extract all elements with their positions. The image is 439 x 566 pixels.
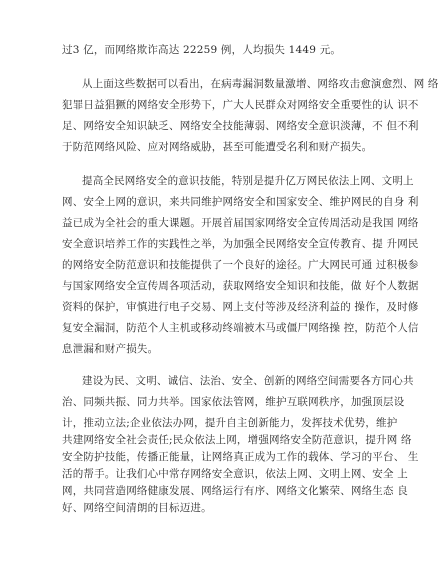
paragraph-line: 从上面这些数据可以看出，在病毒漏洞数量激增、网络攻击愈演愈烈、网 络 (82, 78, 439, 90)
paragraph-line: 息泄漏和财产损失。 (62, 343, 159, 355)
paragraph-line: 提高全民网络安全的意识技能，特别是提升亿万网民依法上网、文明上 (82, 175, 414, 187)
paragraph-line: 于防范网络风险、应对网络威胁，甚至可能遭受名利和财产损失。 (62, 141, 373, 153)
paragraph-line: 足、网络安全知识缺乏、网络安全技能薄弱、网络安全意识淡薄，不 但不利 (62, 120, 419, 132)
paragraph-line: 建设为民、文明、诚信、法治、安全、创新的网络空间需要各方同心共 (82, 375, 414, 387)
paragraph-line: 好、网络空间清朗的目标迈进。 (62, 502, 212, 514)
paragraph-line: 安全意识培养工作的实践性之举，为加强全民网络安全宣传教育、提 升网民 (62, 238, 419, 250)
paragraph-line: 犯罪日益猖獗的网络安全形势下，广大人民群众对网络安全重要性的认 识不 (62, 99, 419, 111)
paragraph-line: 过3 亿，而网络欺诈高达 22259 例，人均损失 1449 元。 (62, 44, 342, 56)
paragraph-line: 共建网络安全社会责任;民众依法上网，增强网络安全防范意识，提升网 络 (62, 434, 412, 446)
paragraph-line: 安全防护技能，传播正能量，让网络真正成为工作的载体、学习的平台、 生 (62, 451, 419, 463)
paragraph-line: 资料的保护，审慎进行电子交易、网上支付等涉及经济利益的 操作，及时修 (62, 301, 419, 313)
paragraph-line: 计，推动立法;企业依法办网，提升自主创新能力，发挥技术优势，维护 (62, 417, 398, 429)
paragraph-line: 的网络安全防范意识和技能提供了一个良好的途径。广大网民可通 过积极参 (62, 259, 419, 271)
paragraph-line: 网、安全上网的意识，来共同维护网络安全和国家安全、维护网民的自身 利 (62, 196, 419, 208)
paragraph-line: 活的帮手。让我们心中常存网络安全意识，依法上网、文明上网、安全 上 (62, 468, 408, 480)
paragraph-line: 与国家网络安全宣传周各项活动，获取网络安全知识和技能，做 好个人数据 (62, 280, 419, 292)
paragraph-line: 益已成为全社会的重大课题。开展首届国家网络安全宣传周活动是我国 网络 (62, 217, 419, 229)
paragraph-line: 复安全漏洞，防范个人主机或移动终端被木马或僵尸网络操 控，防范个人信 (62, 322, 419, 334)
paragraph-line: 治、同频共振、同力共举。国家依法管网，维护互联网秩序，加强顶层设 (62, 396, 405, 408)
paragraph-line: 网，共同营造网络健康发展、网络运行有序、网络文化繁荣、网络生态 良 (62, 485, 408, 497)
